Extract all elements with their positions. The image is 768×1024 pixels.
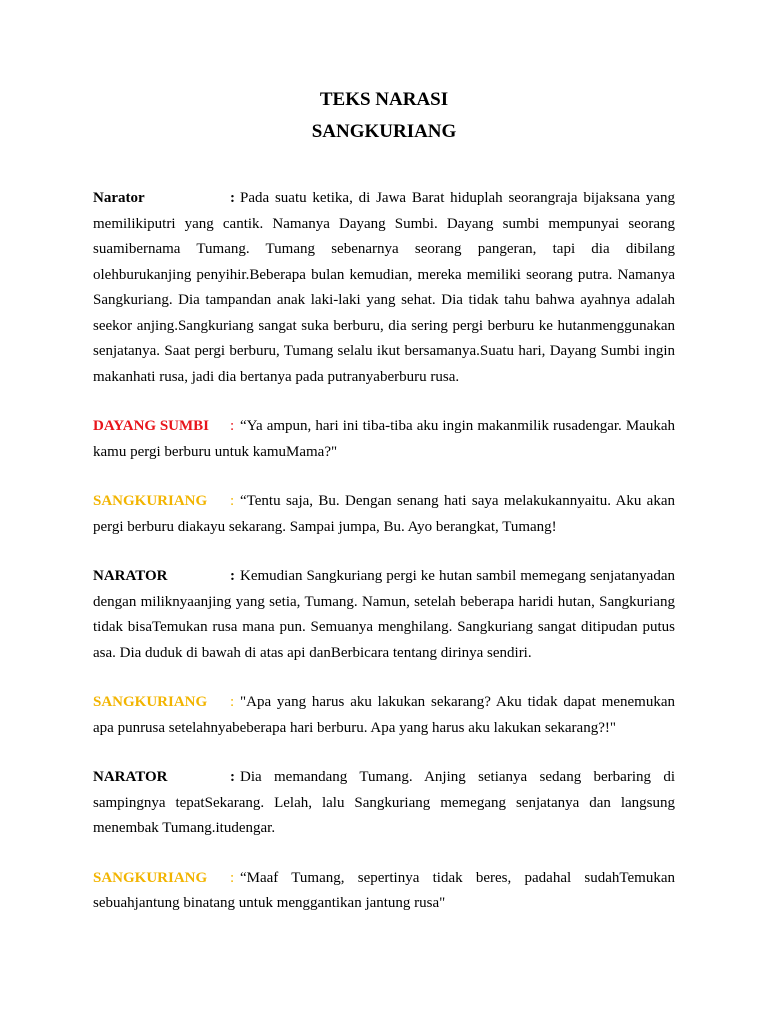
speaker-separator: : — [230, 190, 235, 206]
speaker-label: SANGKURIANG — [93, 493, 208, 509]
dialogue-paragraph — [93, 414, 675, 465]
speaker-label: SANGKURIANG — [93, 869, 208, 886]
paragraph-text: "Apa yang harus aku lakukan sekarang? Aku tidak dapat menemukan apa punrusa setelahnyabeberapa hari berburu. Apa yang harus aku lakukan sekarang?!" — [93, 694, 675, 736]
dialogue-paragraph — [93, 690, 675, 741]
speaker-separator: : — [230, 869, 235, 886]
speaker-separator: : — [230, 694, 235, 710]
speaker-label: Narator — [93, 190, 145, 206]
document-title: TEKS NARASI — [319, 89, 449, 110]
speaker-separator: : — [230, 418, 235, 434]
paragraph-text: Pada suatu ketika, di Jawa Barat hiduplah seorangraja bijaksana yang memilikiputri yang cantik. Namanya Dayang Sumbi. Dayang sumbi mempunyai seorang suamibernama Tumang. Tumang sebenarnya seorang pangeran, tapi dia dibilang olehburukanjing penyihir.Beberapa bulan kemudian, mereka memiliki seorang putra. Namanya Sangkuriang. Dia tampandan anak laki-laki yang sehat. Dia tidak tahu bahwa ayahnya adalah seekor anjing.Sangkuriang sangat suka berburu, dia sering pergi berburu ke hutanmenggunakan senjatanya. Saat pergi berburu, Tumang selalu ikut bersamanya.Suatu hari, Dayang Sumbi ingin makanhati rusa, jadi dia bertanya pada putranyaberburu rusa. — [93, 190, 675, 385]
document-page — [93, 86, 675, 941]
paragraph-text: “Ya ampun, hari ini tiba-tiba aku ingin makanmilik rusadengar. Maukah kamu pergi berburu untuk kamuMama?" — [93, 418, 675, 460]
speaker-separator: : — [230, 568, 235, 584]
speaker-label: NARATOR — [93, 769, 168, 785]
dialogue-paragraph — [93, 186, 675, 390]
speaker-label: NARATOR — [93, 568, 168, 584]
dialogue-paragraph — [93, 866, 675, 917]
paragraph-text: Kemudian Sangkuriang pergi ke hutan sambil memegang senjatanyadan dengan miliknyaanjing yang setia, Tumang. Namun, setelah beberapa haridi hutan, Sangkuriang tidak bisaTemukan rusa mana pun. Semuanya menghilang. Sangkuriang sangat ditipudan putus asa. Dia duduk di bawah di atas api danBerbicara tentang dirinya sendiri. — [93, 568, 675, 661]
dialogue-paragraph — [93, 765, 675, 842]
paragraph-text: “Tentu saja, Bu. Dengan senang hati saya melakukannyaitu. Aku akan pergi berburu diakayu sekarang. Sampai jumpa, Bu. Ayo berangkat, Tumang! — [93, 493, 675, 535]
speaker-label: SANGKURIANG — [93, 694, 208, 710]
paragraph-text: Dia memandang Tumang. Anjing setianya sedang berbaring di sampingnya tepatSekarang. Lelah, lalu Sangkuriang memegang senjatanya dan langsung menembak Tumang.itudengar. — [93, 769, 675, 836]
dialogue-paragraph — [93, 564, 675, 666]
document-subtitle: SANGKURIANG — [311, 121, 457, 142]
dialogue-paragraph — [93, 489, 675, 540]
speaker-separator: : — [230, 493, 235, 509]
speaker-separator: : — [230, 769, 235, 785]
paragraph-text: “Maaf Tumang, sepertinya tidak beres, padahal sudahTemukan sebuahjantung binatang untuk menggantikan jantung rusa" — [93, 869, 675, 911]
speaker-label: DAYANG SUMBI — [93, 418, 210, 434]
